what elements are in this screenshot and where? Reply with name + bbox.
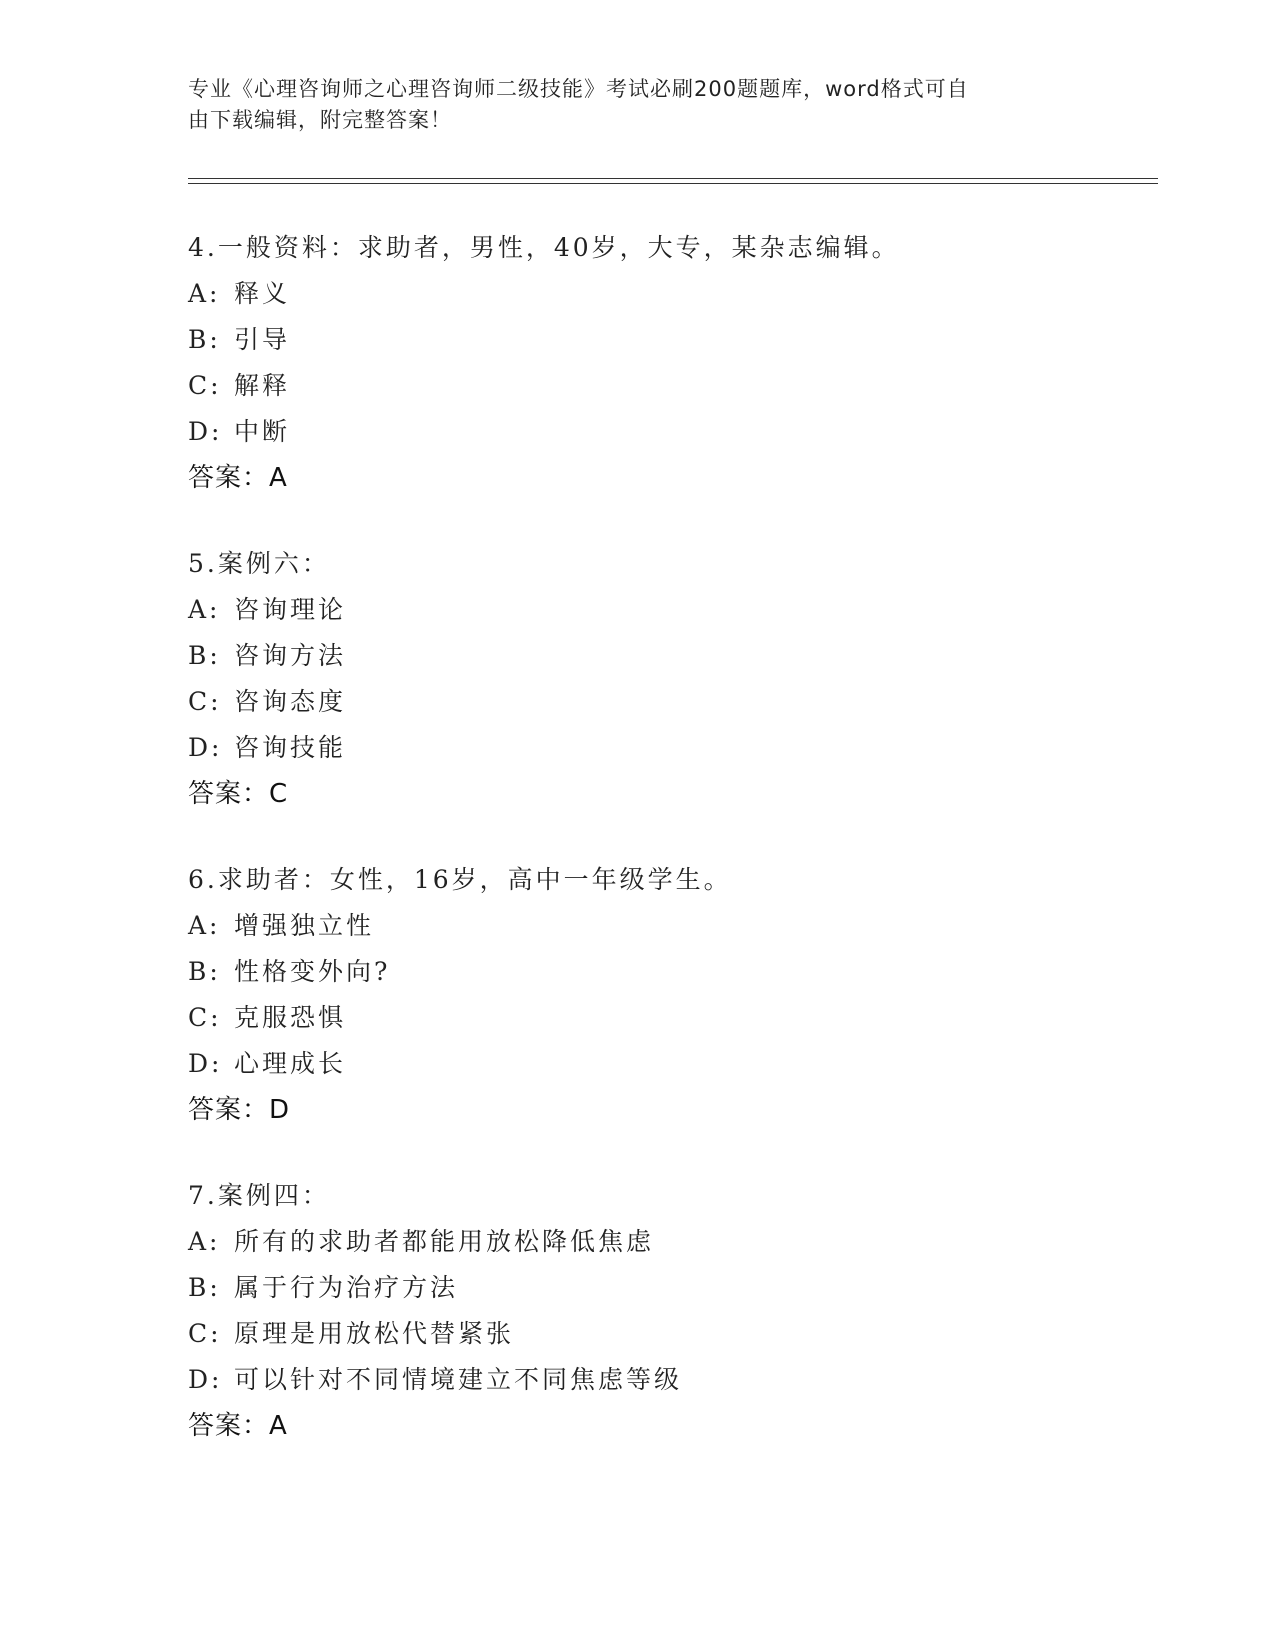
- answer-line: 答案：D: [188, 1095, 291, 1125]
- question-stem: 7.案例四：: [188, 1181, 330, 1210]
- question-7: [188, 1173, 1148, 1449]
- question-5: [188, 541, 1148, 817]
- option-letter: A:: [188, 1227, 221, 1256]
- option-c: [188, 363, 1148, 409]
- option-text: 咨询态度: [234, 687, 347, 716]
- option-text: 咨询理论: [234, 595, 347, 624]
- answer-line: 答案：A: [188, 463, 288, 493]
- option-a: [188, 1219, 1148, 1265]
- option-b: [188, 317, 1148, 363]
- option-letter: A:: [188, 911, 221, 940]
- option-b: [188, 633, 1148, 679]
- question-list: [188, 225, 1148, 1489]
- option-text: 增强独立性: [234, 911, 375, 940]
- option-a: [188, 587, 1148, 633]
- option-text: 释义: [234, 279, 291, 308]
- option-text: 性格变外向?: [234, 957, 391, 986]
- option-a: [188, 271, 1148, 317]
- question-stem: 4.一般资料：求助者，男性，40岁，大专，某杂志编辑。: [188, 233, 900, 262]
- option-text: 克服恐惧: [234, 1003, 347, 1032]
- document-header: [188, 74, 1088, 136]
- option-letter: D:: [188, 733, 223, 762]
- option-d: [188, 1357, 1148, 1403]
- option-letter: D:: [188, 1049, 223, 1078]
- question-stem: 5.案例六：: [188, 549, 330, 578]
- option-letter: C:: [188, 1003, 222, 1032]
- header-divider-top: [188, 178, 1158, 179]
- answer-line: 答案：A: [188, 1411, 288, 1441]
- question-stem: 6.求助者：女性，16岁，高中一年级学生。: [188, 865, 732, 894]
- option-letter: C:: [188, 371, 222, 400]
- option-c: [188, 1311, 1148, 1357]
- option-text: 中断: [234, 417, 291, 446]
- option-d: [188, 725, 1148, 771]
- option-text: 引导: [234, 325, 291, 354]
- header-divider-bottom: [188, 183, 1158, 184]
- option-b: [188, 949, 1148, 995]
- option-letter: B:: [188, 1273, 221, 1302]
- option-letter: B:: [188, 325, 221, 354]
- option-letter: B:: [188, 957, 221, 986]
- option-text: 解释: [234, 371, 291, 400]
- option-letter: D:: [188, 1365, 223, 1394]
- option-letter: C:: [188, 687, 222, 716]
- option-a: [188, 903, 1148, 949]
- option-text: 属于行为治疗方法: [234, 1273, 459, 1302]
- header-line-1: 专业《心理咨询师之心理咨询师二级技能》考试必刷200题题库，word格式可自: [188, 77, 969, 101]
- option-letter: D:: [188, 417, 223, 446]
- question-4: [188, 225, 1148, 501]
- option-d: [188, 409, 1148, 455]
- option-text: 可以针对不同情境建立不同焦虑等级: [234, 1365, 683, 1394]
- answer-line: 答案：C: [188, 779, 289, 809]
- option-letter: B:: [188, 641, 221, 670]
- option-c: [188, 679, 1148, 725]
- option-d: [188, 1041, 1148, 1087]
- option-c: [188, 995, 1148, 1041]
- option-text: 咨询方法: [234, 641, 347, 670]
- option-text: 咨询技能: [234, 733, 347, 762]
- question-6: [188, 857, 1148, 1133]
- option-letter: A:: [188, 279, 221, 308]
- option-letter: C:: [188, 1319, 222, 1348]
- option-text: 原理是用放松代替紧张: [234, 1319, 515, 1348]
- header-line-2: 由下载编辑，附完整答案！: [188, 108, 452, 132]
- option-text: 心理成长: [234, 1049, 347, 1078]
- option-b: [188, 1265, 1148, 1311]
- option-letter: A:: [188, 595, 221, 624]
- option-text: 所有的求助者都能用放松降低焦虑: [234, 1227, 655, 1256]
